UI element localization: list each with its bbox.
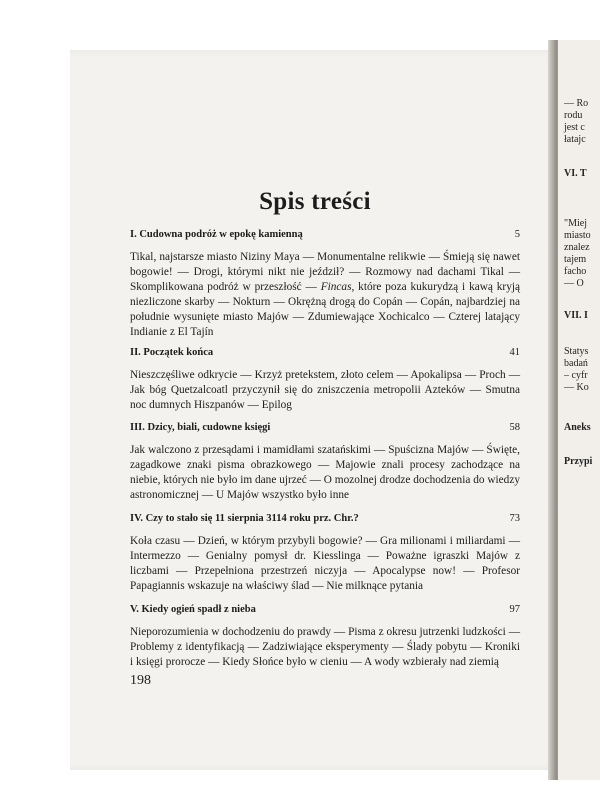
right-page-fragment: rodu [564, 110, 583, 121]
chapter-heading: IV. Czy to stało się 11 sierpnia 3114 roku prz. Chr.? [130, 513, 359, 524]
chapter-page-number: 58 [509, 422, 520, 433]
chapter-entry [130, 421, 520, 503]
chapter-summary-text: które poza kukurydzą i kawą kryją niezliczone skarby — Nokturn — Okrężną drogą do Copán — Copán, najbardziej na południe wysunięte miasto Majów — Zdumiewające Xochicalco — Czterej latający Indianie z El Tajín [130, 281, 520, 338]
page-number: 198 [130, 673, 151, 688]
right-page-fragment: miasto [564, 230, 591, 241]
right-page-fragment: facho [564, 266, 587, 277]
right-page-fragment: VII. I [564, 310, 588, 321]
right-page-fragment: jest c [564, 122, 585, 133]
chapter-summary [130, 250, 520, 340]
chapter-entry [130, 603, 520, 670]
chapter-entry [130, 228, 520, 340]
right-page-fragment: "Miej [564, 218, 587, 229]
chapter-summary-italic: Fincas, [320, 281, 355, 293]
page-title: Spis treści [259, 188, 371, 215]
chapter-summary: Jak walczono z przesądami i mamidłami szatańskimi — Spuścizna Majów — Święte, zagadkowe znaki pisma obrazkowego — Majowie znali procesy zachodzące na niebie, których nie było im dane ujrzeć — O mozolnej drodze dochodzenia do wiedzy astronomicznej — U Majów wszystko było inne [130, 444, 520, 501]
chapter-entry [130, 346, 520, 413]
right-page-fragment: VI. T [564, 168, 587, 179]
chapter-page-number: 5 [514, 229, 520, 240]
right-page-fragment: — Ko [564, 382, 589, 393]
chapter-entry [130, 512, 520, 594]
right-page-fragment: — Ro [564, 98, 589, 109]
right-page-fragment: Przypi [564, 456, 593, 467]
chapter-summary-text: Tikal, najstarsze miasto Niziny Maya — Monumentalne relikwie — Śmieją się nawet bogowie! — Drogi, którymi nikt nie jeździł? — Rozmowy nad dachami Tikal — Skomplikowana podróż w przeszłość — [130, 251, 520, 293]
chapter-summary: Koła czasu — Dzień, w którym przybyli bogowie? — Gra milionami i miliardami — Intermezzo — Genialny pomysł dr. Kiesslinga — Poważne igraszki Majów z liczbami — Przepełniona przestrzeń niczyja — Apocalypse now! — Profesor Papagiannis wskazuje na właściwy ślad — Nie milknące pytania [130, 535, 520, 592]
right-page [558, 40, 600, 780]
chapter-summary: Nieporozumienia w dochodzeniu do prawdy — Pisma z okresu jutrzenki ludzkości — Problemy z identyfikacją — Zadziwiające eksperymenty — Ślady pobytu — Kroniki i księgi prorocze — Kiedy Słońce było w cieniu — A wody wzbierały nad ziemią [130, 626, 520, 668]
chapter-summary: Nieszczęśliwe odkrycie — Krzyż pretekstem, złoto celem — Apokalipsa — Proch — Jak bóg Quetzalcoatl przyczynił się do zniszczenia metropolii Azteków — Smutna noc dumnych Hiszpanów — Epilog [130, 369, 520, 411]
chapter-heading: III. Dzicy, biali, cudowne księgi [130, 422, 271, 433]
right-page-fragment: Statys [564, 346, 589, 357]
chapter-page-number: 97 [509, 604, 520, 615]
chapter-heading: V. Kiedy ogień spadł z nieba [130, 604, 256, 615]
chapter-page-number: 73 [509, 513, 520, 524]
right-page-fragment: łatajc [564, 134, 586, 145]
chapter-heading: II. Początek końca [130, 347, 214, 358]
right-page-fragment: znalez [564, 242, 590, 253]
right-page-fragment: – cyfr [564, 370, 588, 381]
right-page-fragment: badań [564, 358, 588, 369]
chapter-page-number: 41 [509, 347, 520, 358]
right-page-fragment: — O [564, 278, 584, 289]
right-page-fragment: Aneks [564, 422, 591, 433]
right-page-fragment: tajem [564, 254, 587, 265]
chapter-heading: I. Cudowna podróż w epokę kamienną [130, 229, 303, 240]
